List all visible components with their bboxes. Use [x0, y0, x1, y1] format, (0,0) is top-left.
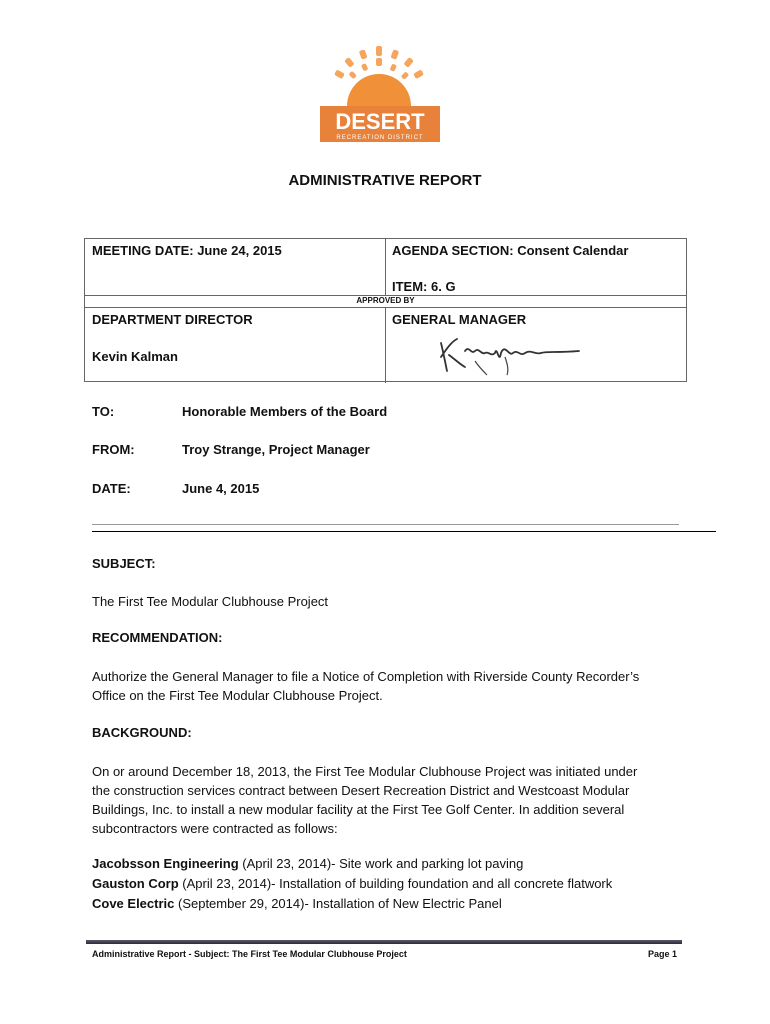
- from-value: Troy Strange, Project Manager: [182, 442, 370, 457]
- department-director-label: DEPARTMENT DIRECTOR: [92, 312, 253, 327]
- subcontractor-item: Cove Electric (September 29, 2014)- Installation of New Electric Panel: [92, 896, 502, 911]
- page-number: Page 1: [648, 949, 678, 959]
- background-heading: BACKGROUND:: [92, 725, 192, 740]
- date-label: DATE:: [92, 481, 131, 496]
- text-line: On or around December 18, 2013, the First Tee Modular Clubhouse Project was initiated under: [92, 764, 638, 779]
- approved-by-label: APPROVED BY: [356, 296, 415, 305]
- text-line: the construction services contract between Desert Recreation District and Westcoast Modular: [92, 783, 630, 798]
- divider-rule: [92, 524, 679, 525]
- text-line: subcontractors were contracted as follows:: [92, 821, 338, 836]
- to-value: Honorable Members of the Board: [182, 404, 388, 419]
- to-label: TO:: [92, 404, 115, 419]
- item-number: ITEM: 6. G: [392, 279, 456, 294]
- from-label: FROM:: [92, 442, 135, 457]
- general-manager-label: GENERAL MANAGER: [392, 312, 527, 327]
- header-table: [84, 238, 687, 382]
- department-director-name: Kevin Kalman: [92, 349, 178, 364]
- svg-text:DESERT: DESERT: [335, 109, 425, 134]
- footer-rule: [86, 940, 682, 944]
- divider-rule: [92, 531, 716, 532]
- text-line: Office on the First Tee Modular Clubhouse Project.: [92, 688, 383, 703]
- desert-recreation-district-logo: [310, 44, 450, 144]
- subject-heading: SUBJECT:: [92, 556, 156, 571]
- signature-image: [435, 331, 585, 379]
- recommendation-text: [92, 667, 692, 705]
- subject-text: The First Tee Modular Clubhouse Project: [92, 594, 329, 609]
- subcontractor-item: Gauston Corp (April 23, 2014)- Installation of building foundation and all concrete flatwork: [92, 876, 613, 891]
- text-line: Authorize the General Manager to file a Notice of Completion with Riverside County Recorder’s: [92, 669, 640, 684]
- date-value: June 4, 2015: [182, 481, 260, 496]
- recommendation-heading: RECOMMENDATION:: [92, 630, 223, 645]
- agenda-section: AGENDA SECTION: Consent Calendar: [392, 243, 629, 258]
- background-text: [92, 762, 692, 838]
- page-title: ADMINISTRATIVE REPORT: [288, 172, 482, 189]
- meeting-date: MEETING DATE: June 24, 2015: [92, 243, 282, 258]
- text-line: Buildings, Inc. to install a new modular facility at the First Tee Golf Center. In addition several: [92, 802, 625, 817]
- subcontractor-item: Jacobsson Engineering (April 23, 2014)- Site work and parking lot paving: [92, 856, 524, 871]
- footer-title: Administrative Report - Subject: The First Tee Modular Clubhouse Project: [92, 949, 407, 959]
- svg-text:RECREATION DISTRICT: RECREATION DISTRICT: [336, 135, 424, 141]
